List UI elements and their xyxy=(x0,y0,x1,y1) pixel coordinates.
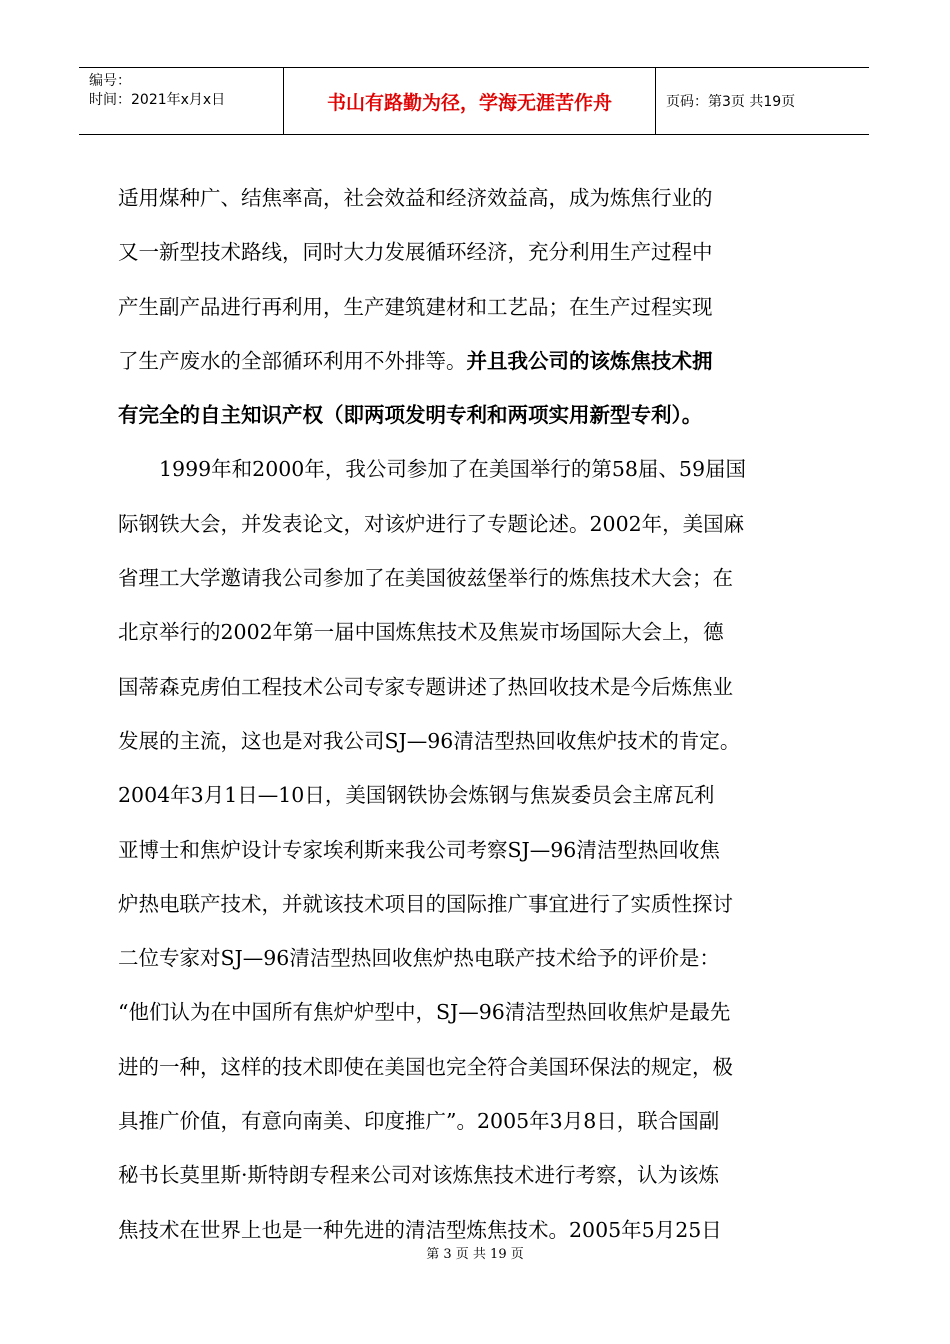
text-line: 适用煤种广、结焦率高，社会效益和经济效益高，成为炼焦行业的 xyxy=(118,186,713,210)
text-line: 炉热电联产技术，并就该技术项目的国际推广事宜进行了实质性探讨 xyxy=(118,891,733,916)
header-page-cell xyxy=(656,68,869,134)
text-line: 二位专家对SJ—96清洁型热回收焦炉热电联产技术给予的评价是： xyxy=(118,946,720,971)
text-line: “他们认为在中国所有焦炉炉型中，SJ—96清洁型热回收焦炉是最先 xyxy=(118,1000,731,1025)
text-line-segment: 了生产废水的全部循环利用不外排等。 xyxy=(118,348,467,373)
text-line: 发展的主流，这也是对我公司SJ—96清洁型热回收焦炉技术的肯定。 xyxy=(118,728,741,753)
text-line: 北京举行的2002年第一届中国炼焦技术及焦炭市场国际大会上，德 xyxy=(118,620,724,645)
text-line: 2004年3月1日—10日，美国钢铁协会炼钢与焦炭委员会主席瓦利 xyxy=(118,783,715,808)
body-text xyxy=(118,171,838,1257)
header-page-label: 页码：第3页 共19页 xyxy=(666,94,796,110)
header-meta-cell xyxy=(79,68,283,134)
text-line: 焦技术在世界上也是一种先进的清洁型炼焦技术。2005年5月25日 xyxy=(118,1217,722,1242)
text-line xyxy=(118,334,838,388)
text-line: 产生副产品进行再利用，生产建筑建材和工艺品；在生产过程实现 xyxy=(118,294,713,319)
header-table xyxy=(79,67,869,135)
text-line: 进的一种，这样的技术即使在美国也完全符合美国环保法的规定，极 xyxy=(118,1054,733,1079)
text-line: 秘书长莫里斯·斯特朗专程来公司对该炼焦技术进行考察，认为该炼 xyxy=(118,1163,720,1188)
page-footer xyxy=(0,1243,950,1262)
document-number-label: 编号： xyxy=(89,73,131,89)
bold-text-segment: 并且我公司的该炼焦技术拥 xyxy=(466,348,713,373)
header-motto: 书山有路勤为径，学海无涯苦作舟 xyxy=(326,91,612,114)
text-line: 际钢铁大会，并发表论文，对该炉进行了专题论述。2002年，美国麻 xyxy=(118,511,745,536)
text-line: 1999年和2000年，我公司参加了在美国举行的第58届、59届国 xyxy=(118,457,747,482)
text-line: 亚博士和焦炉设计专家埃利斯来我公司考察SJ—96清洁型热回收焦 xyxy=(118,837,720,862)
header-motto-cell xyxy=(283,68,656,134)
text-line: 又一新型技术路线，同时大力发展循环经济，充分利用生产过程中 xyxy=(118,240,713,265)
text-line: 有完全的自主知识产权（即两项发明专利和两项实用新型专利）。 xyxy=(118,403,703,428)
text-line: 省理工大学邀请我公司参加了在美国彼兹堡举行的炼焦技术大会；在 xyxy=(118,566,733,591)
footer-page-number: 第 3 页 共 19 页 xyxy=(426,1247,524,1262)
document-time-label: 时间：2021年x月x日 xyxy=(89,92,226,108)
text-line: 具推广价值，有意向南美、印度推广”。2005年3月8日，联合国副 xyxy=(118,1109,720,1134)
text-line: 国蒂森克虏伯工程技术公司专家专题讲述了热回收技术是今后炼焦业 xyxy=(118,674,733,699)
